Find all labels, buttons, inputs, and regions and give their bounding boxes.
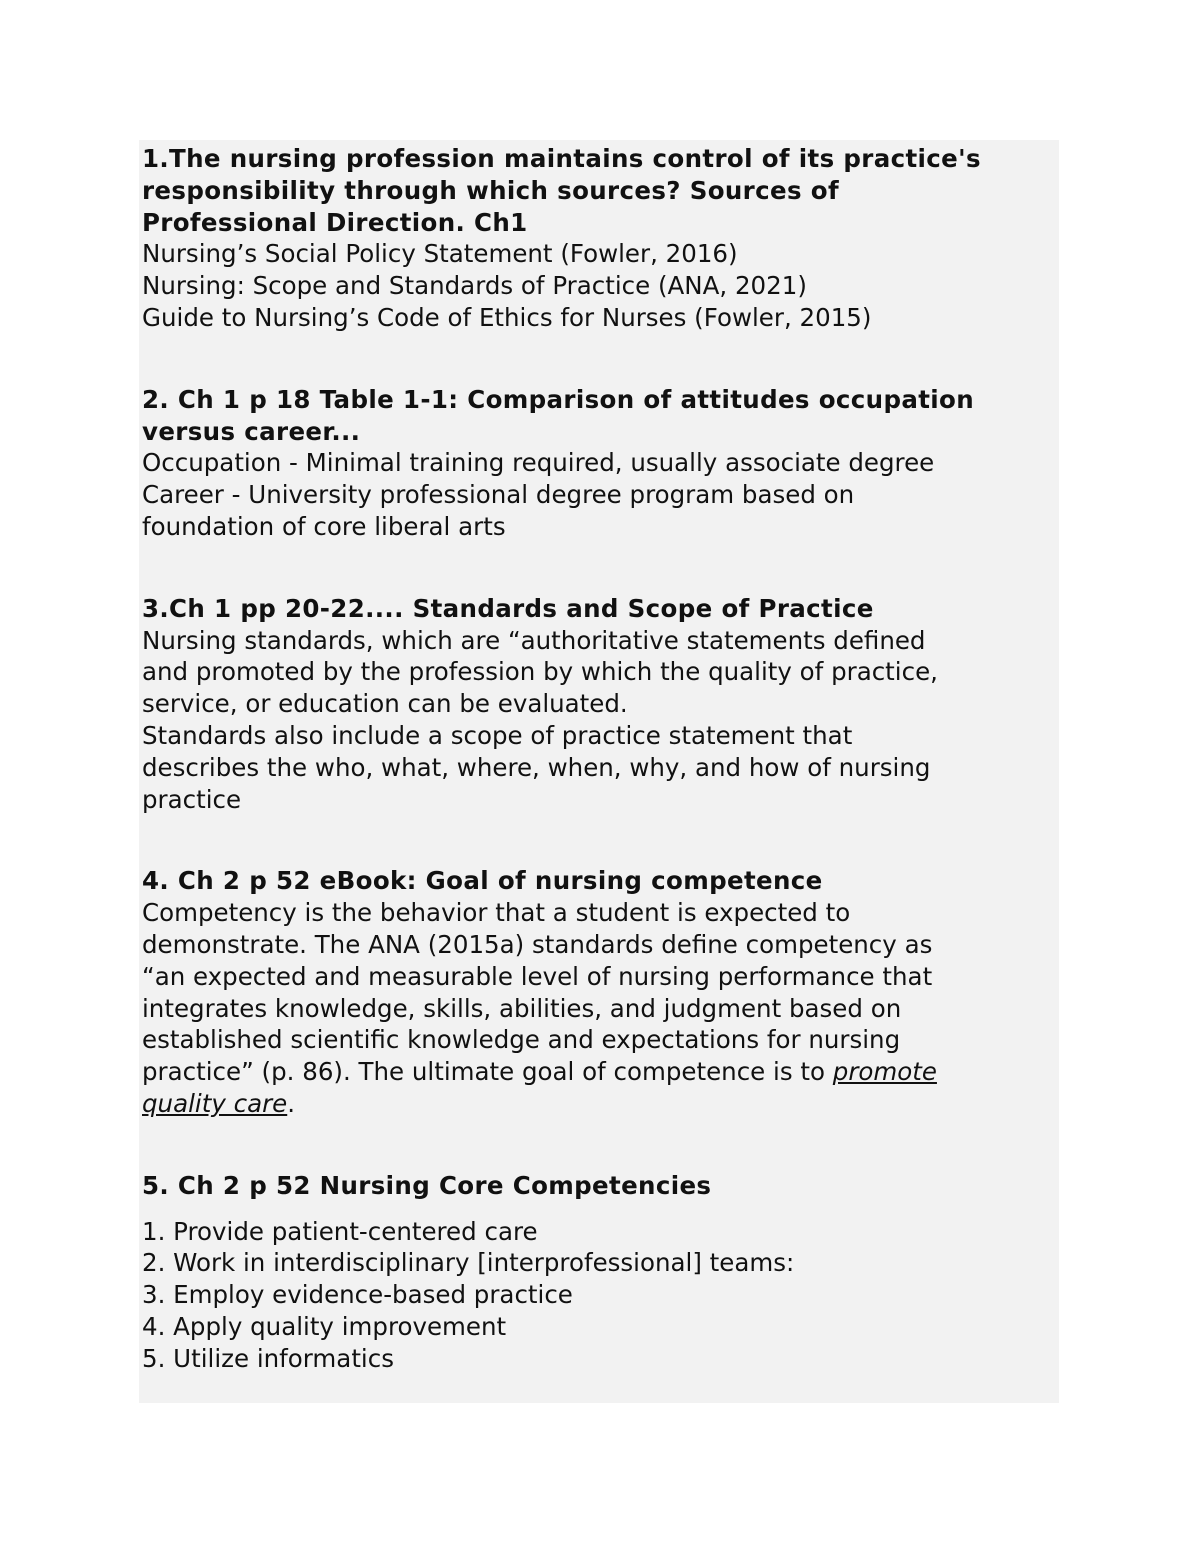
section-1-body-line-3: Guide to Nursing’s Code of Ethics for Nurses (Fowler, 2015) (142, 302, 872, 332)
list-item: 2. Work in interdisciplinary [interprofessional] teams: (142, 1248, 795, 1278)
section-3-body-line-5: describes the who, what, where, when, why, and how of nursing (142, 752, 931, 782)
section-spacer (142, 334, 1056, 384)
section-3-body-line-4: Standards also include a scope of practice statement that (142, 720, 853, 750)
section-4-heading-line-1: 4. Ch 2 p 52 eBook: Goal of nursing competence (142, 866, 823, 896)
section-3-body-line-6: practice (142, 784, 242, 814)
section-spacer (142, 815, 1056, 865)
list-item: 3. Employ evidence-based practice (142, 1280, 573, 1310)
section-1 (142, 143, 1056, 334)
section-4-body-line-3: “an expected and measurable level of nursing performance that (142, 961, 933, 991)
document-content-block (139, 140, 1059, 1403)
section-1-body-line-2: Nursing: Scope and Standards of Practice (ANA, 2021) (142, 271, 807, 301)
section-1-heading-line-3: Professional Direction. Ch1 (142, 207, 528, 237)
section-3-body-line-3: service, or education can be evaluated. (142, 689, 628, 719)
list-item: 4. Apply quality improvement (142, 1311, 507, 1341)
section-1-body-line-1: Nursing’s Social Policy Statement (Fowler, 2016) (142, 239, 738, 269)
section-2 (142, 384, 1056, 543)
section-4-body-line-5: established scientific knowledge and expectations for nursing (142, 1025, 901, 1055)
list-item: 5. Utilize informatics (142, 1343, 394, 1373)
section-spacer (142, 543, 1056, 593)
section-2-body-line-2: Career - University professional degree program based on (142, 480, 855, 510)
section-4-body-line-1: Competency is the behavior that a student is expected to (142, 898, 851, 928)
section-1-heading-line-2: responsibility through which sources? Sources of (142, 175, 839, 205)
section-3-body-line-2: and promoted by the profession by which the quality of practice, (142, 657, 938, 687)
section-3 (142, 593, 1056, 816)
list-item: 1. Provide patient-centered care (142, 1216, 538, 1246)
section-4 (142, 865, 1056, 1119)
section-5 (142, 1170, 1056, 1375)
section-2-heading-line-2: versus career... (142, 416, 361, 446)
section-spacer (142, 1120, 1056, 1170)
section-4-line-6-text: practice” (p. 86). The ultimate goal of competence is to (142, 1057, 833, 1087)
section-2-body-line-1: Occupation - Minimal training required, usually associate degree (142, 448, 935, 478)
section-3-heading-line-1: 3.Ch 1 pp 20-22.... Standards and Scope of Practice (142, 593, 874, 623)
section-4-body-line-7 (142, 1088, 1056, 1120)
list-spacer (142, 1202, 1056, 1216)
emphasis-quality-care: quality care (142, 1088, 288, 1118)
section-5-heading-line-1: 5. Ch 2 p 52 Nursing Core Competencies (142, 1170, 712, 1200)
section-4-line-7-period: . (287, 1088, 296, 1118)
section-4-body-line-2: demonstrate. The ANA (2015a) standards define competency as (142, 929, 933, 959)
emphasis-promote: promote (832, 1057, 937, 1087)
section-4-body-line-4: integrates knowledge, skills, abilities, and judgment based on (142, 993, 902, 1023)
section-2-heading-line-1: 2. Ch 1 p 18 Table 1-1: Comparison of attitudes occupation (142, 384, 975, 414)
section-3-body-line-1: Nursing standards, which are “authoritative statements defined (142, 625, 926, 655)
section-2-body-line-3: foundation of core liberal arts (142, 511, 506, 541)
section-1-heading-line-1: 1.The nursing profession maintains control of its practice's (142, 144, 981, 173)
section-4-body-line-6 (142, 1056, 1056, 1088)
